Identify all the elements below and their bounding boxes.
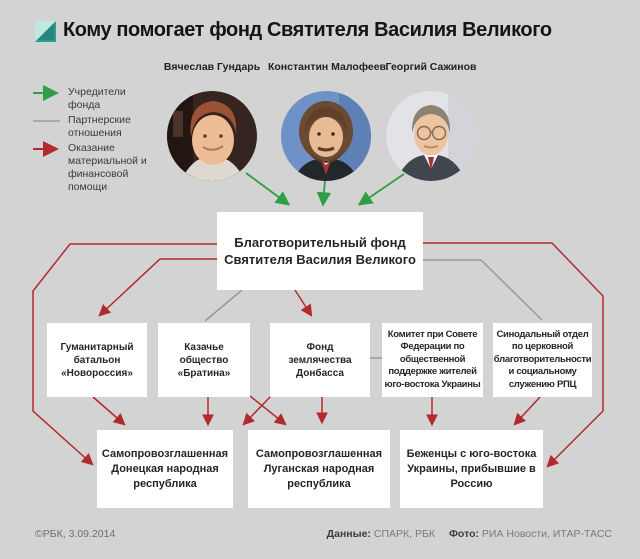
founder-name: Вячеслав Гундарь (163, 61, 261, 73)
edge-fund-novorossiya (100, 259, 217, 315)
photo-credit-label: Фото: (448, 528, 479, 540)
portrait-photo-malofeev (281, 91, 371, 181)
node-federation-committee: Комитет при Совете Федерации по общественной поддержке жителей юго-востока Украины (382, 323, 483, 397)
photo-credit-value: РИА Новости, ИТАР-ТАСС (481, 528, 612, 540)
founder-name: Георгий Сажинов (385, 61, 477, 73)
edge-synodal-refugees (515, 397, 540, 424)
page-title: Кому помогает фонд Святителя Василия Великого (63, 19, 552, 41)
legend-item-aid: Оказание материальной и финансовой помощи (68, 142, 147, 193)
node-fund: Благотворительный фонд Святителя Василия Великого (217, 212, 423, 290)
node-donbass-fund: Фонд землячества Донбасса (270, 323, 370, 397)
copyright: ©РБК, 3.09.2014 (35, 528, 116, 540)
node-novorossiya-battalion: Гуманитарный батальон «Новороссия» (47, 323, 147, 397)
founder-name: Константин Малофеев (267, 61, 387, 73)
portrait-photo-gundar (167, 91, 257, 181)
legend-glyphs (33, 93, 60, 149)
legend-item-partnership: Партнерские отношения (68, 114, 131, 139)
node-refugees: Беженцы с юго-востока Украины, прибывшие в Россию (400, 430, 543, 508)
edge-novorossiya-dnr (93, 397, 124, 424)
node-dnr: Самопровозглашенная Донецкая народная республика (97, 430, 233, 508)
legend-item-founders: Учредители фонда (68, 86, 126, 111)
edge-fund-donbass (295, 290, 311, 315)
portrait-photo-sazhinov (386, 91, 476, 181)
data-credit-value: СПАРК, РБК (373, 528, 435, 540)
edge-fund-synodal (423, 260, 542, 320)
node-bratina-society: Казачье общество «Братина» (158, 323, 250, 397)
node-synodal-department: Синодальный отдел по церковной благотворительности и социальному служению РПЦ (493, 323, 592, 397)
node-lnr: Самопровозглашенная Луганская народная республика (248, 430, 390, 508)
data-credit-label: Данные: (326, 528, 371, 540)
edge-fund-bratina (205, 290, 242, 321)
